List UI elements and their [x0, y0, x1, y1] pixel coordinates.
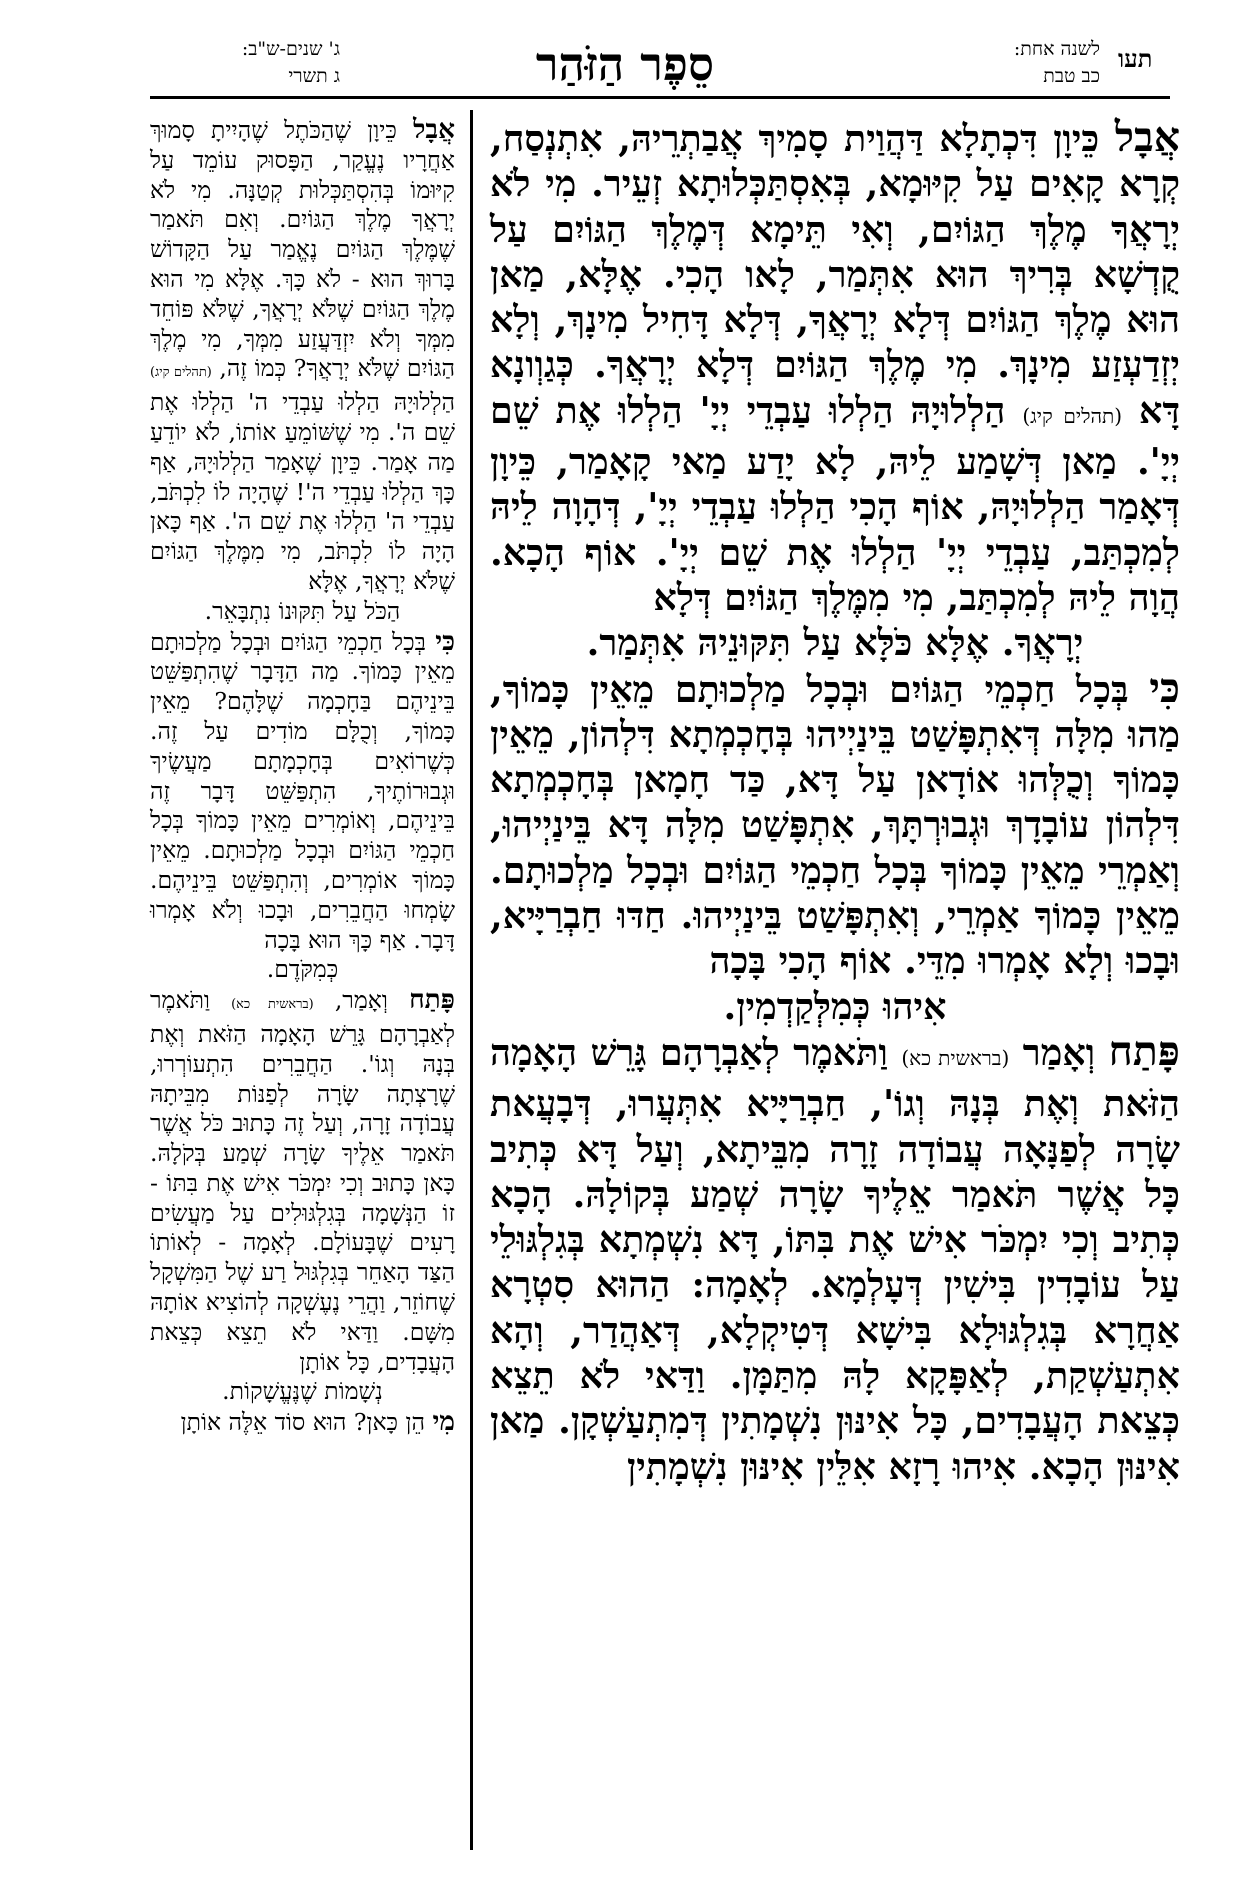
main-paragraph	[490, 663, 1180, 1029]
paragraph-text: כֵּיוָן שֶׁהַכֹּתֶל שֶׁהָיִיתָ סָמוּךְ אַחֲרָיו נֶעֱקַר, הַפָּסוּק עוֹמֵד עַל קִיּוּמוֹ בְּהִסְתַּכְּלוּת קְטַנָּה. מִי לֹא יְרָאֲךָ מֶלֶךְ הַגּוֹיִם. וְאִם תֹּאמַר שֶׁמֶּלֶךְ הַגּוֹיִם נֶאֱמַר עַל הַקָּדוֹשׁ בָּרוּךְ הוּא - לֹא כָּךְ. אֶלָּא מִי הוּא מֶלֶךְ הַגּוֹיִם שֶׁלֹּא יְרָאֲךָ, שֶׁלֹּא פּוֹחֵד מִמְּךָ וְלֹא יִזְדַּעֲזַע מִמְּךָ, מִי מֶלֶךְ הַגּוֹיִם שֶׁלֹּא יְרָאֲךָ? כְּמוֹ זֶה,	[150, 116, 455, 383]
header-study-schedule-three-years	[150, 36, 340, 90]
paragraph-text: הַלְלוּיָהּ הַלְלוּ עַבְדֵי ה' הַלְלוּ אֶת שֵׁם ה'. מִי שֶׁשּׁוֹמֵעַ אוֹתוֹ, לֹא יוֹדֵעַ מַה אָמַר. כֵּיוָן שֶׁאָמַר הַלְלוּיָהּ, אַף כָּךְ הַלְלוּ עַבְדֵי ה'! שֶׁהָיָה לוֹ לִכְתֹּב, עַבְדֵי ה' הַלְלוּ אֶת שֵׁם ה'. אַף כָּאן הָיָה לוֹ לִכְתֹּב, מִי מִמֶּלֶךְ הַגּוֹיִם שֶׁלֹּא יְרָאֲךָ, אֶלָּא	[150, 388, 455, 595]
paragraph-text: וַתֹּאמֶר לְאַבְרָהָם גָּרֵשׁ הָאָמָה הַזֹּאת וְאֶת בְּנָהּ וְגוֹ'. הַחֲבֵרִים הִתְעוֹרְרוּ, שֶׁרָצְתָה שָׂרָה לְפַנּוֹת מִבֵּיתָהּ עֲבוֹדָה זָרָה, וְעַל זֶה כָּתוּב כֹּל אֲשֶׁר תֹּאמַר אֵלֶיךָ שָׂרָה שְׁמַע בְּקֹלָהּ. כָּאן כָּתוּב וְכִי יִמְכֹּר אִישׁ אֶת בִּתּוֹ - זוֹ הַנְּשָׁמָה בְּגִלְגּוּלִים עַל מַעֲשִׂים רָעִים שֶׁבָּעוֹלָם. לְאָמָה - לְאוֹתוֹ הַצַּד הָאַחֵר בְּגִלְגּוּל רַע שֶׁל הַמִּשְׁקָל שֶׁחוֹזֵר, וַהֲרֵי נֶעֶשְׁקָה לְהוֹצִיא אוֹתָהּ מִשָּׁם. וַדַּאי לֹא תֵצֵא כְּצֵאת הָעֲבָדִים, כָּל אוֹתָן	[150, 986, 455, 1376]
verse-source: (בראשית כא)	[231, 997, 314, 1013]
main-paragraph	[490, 1026, 1180, 1489]
paragraph-closing-line: הַכֹּל עַל תִּקּוּנוֹ נִתְבָּאֵר.	[204, 596, 401, 625]
header-rule	[150, 96, 1170, 99]
paragraph-text: הֵן כָּאן? הוּא סוֹד אֵלֶּה אוֹתָן	[180, 1408, 433, 1437]
paragraph-lead-word: כִּי	[1149, 663, 1180, 712]
header-schedule-date: ג תשרי	[288, 65, 340, 87]
paragraph-lead-word: פָּתַח	[409, 984, 455, 1016]
paragraph-text: הַלְלוּיָהּ הַלְלוּ עַבְדֵי יְיָ' הַלְלוּ אֶת שֵׁם יְיָ'. מַאן דְּשָׁמַע לֵיהּ, לָא יָדַע מַאי קָאָמַר, כֵּיוָן דְּאָמַר הַלְלוּיָהּ, אוֹף הָכִי הַלְלוּ עַבְדֵי יְיָ', דְּהָוָה לֵיהּ לְמִכְתַּב, עַבְדֵי יְיָ' הַלְלוּ אֶת שֵׁם יְיָ'. אוֹף הָכָא. הֲוָה לֵיהּ לְמִכְתַּב, מִי מִמֶּלֶךְ הַגּוֹיִם דְּלָא	[490, 388, 1180, 619]
header-schedule-label: ג' שנים-ש"ב:	[241, 38, 340, 60]
paragraph-text: וְאָמַר	[1009, 1030, 1109, 1074]
paragraph-closing-line: נְשָׁמוֹת שֶׁנֶּעֱשָׁקוֹת.	[222, 1377, 383, 1406]
paragraph-text: וַתֹּאמֶר לְאַבְרָהָם גָּרֵשׁ הָאָמָה הַזֹּאת וְאֶת בְּנָהּ וְגוֹ', חַבְרַיָּיא אִתְּעֲרוּ, דְּבָעֲאת שָׂרָה לְפַנָּאָה עֲבוֹדָה זָרָה מִבֵּיתָא, וְעַל דָּא כְּתִיב כָּל אֲשֶׁר תֹּאמַר אֵלֶיךָ שָׂרָה שְׁמַע בְּקוֹלָהּ. הָכָא כְּתִיב וְכִי יִמְכֹּר אִישׁ אֶת בִּתּוֹ, דָּא נִשְׁמְתָא בְּגִלְגּוּלֵי עַל עוֹבָדִין בִּישִׁין דְּעָלְמָא. לְאָמָה: הַהוּא סִטְרָא אַחֲרָא בְּגִלְגּוּלָא בִּישָׁא דְּטִיקְלָא, דְּאַהֲדַר, וְהָא אִתְעַשְׁקַת, לְאַפָּקָא לָהּ מִתַּמָּן. וַדַּאי לֹא תֵצֵא כְּצֵאת הָעֲבָדִים, כָּל אִינּוּן נִשְׁמָתִין דְּמִתְעַשְׁקָן. מַאן אִינּוּן הָכָא. אִיהוּ רָזָא אִלֵּין אִינּוּן נִשְׁמָתִין	[490, 1030, 1180, 1488]
translation-column	[150, 115, 455, 1438]
paragraph-text: בְּכָל חַכְמֵי הַגּוֹיִם וּבְכָל מַלְכוּתָם מֵאֵין כָּמוֹךָ. מַה הַדָּבָר שֶׁהִתְפַּשֵּׁט בֵּינֵיהֶם בַּחָכְמָה שֶׁלָּהֶם? מֵאֵין כָּמוֹךָ, וְכֻלָּם מוֹדִים עַל זֶה. כְּשֶׁרוֹאִים בְּחָכְמָתָם מַעֲשֶׂיךָ וּגְבוּרוֹתֶיךָ, הִתְפַּשֵּׁט דָּבָר זֶה בֵּינֵיהֶם, וְאוֹמְרִים מֵאֵין כָּמוֹךָ בְּכָל חַכְמֵי הַגּוֹיִם וּבְכָל מַלְכוּתָם. מֵאֵין כָּמוֹךָ אוֹמְרִים, וְהִתְפַּשֵּׁט בֵּינֵיהֶם. שָׂמְחוּ הַחֲבֵרִים, וּבָכוּ וְלֹא אָמְרוּ דָּבָר. אַף כָּךְ הוּא בָּכָה	[150, 627, 455, 954]
verse-source: (תהלים קיג)	[150, 365, 212, 381]
paragraph-text: בְּכָל חַכְמֵי הַגּוֹיִם וּבְכָל מַלְכוּתָם מֵאֵין כָּמוֹךָ, מַהוּ מִלָּה דְּאִתְפָּשַׁט בֵּינַיְיהוּ בְּחָכְמְתָא דִּלְהוֹן, מֵאֵין כָּמוֹךָ וְכֻלְּהוּ אוֹדָאן עַל דָּא, כַּד חָמָאן בְּחָכְמְתָא דִּלְהוֹן עוֹבָדָךְ וּגְבוּרְתָּךְ, אִתְפָּשַׁט מִלָּה דָּא בֵּינַיְיהוּ, וְאַמְרֵי מֵאֵין כָּמוֹךָ בְּכָל חַכְמֵי הַגּוֹיִם וּבְכָל מַלְכוּתָם. מֵאֵין כָּמוֹךָ אַמְרֵי, וְאִתְפָּשַׁט בֵּינַיְיהוּ. חַדּוּ חַבְרַיָּיא, וּבָכוּ וְלָא אָמְרוּ מִדֵּי. אוֹף הָכִי בָּכָה	[490, 667, 1180, 983]
paragraph-closing-line: יְרָאֲךָ. אֶלָּא כֹּלָּא עַל תִּקּוּנֵיהּ אִתְּמַר.	[586, 621, 1084, 665]
translation-paragraph	[150, 1407, 455, 1438]
paragraph-lead-word: כִּי	[435, 625, 455, 657]
main-paragraph	[490, 115, 1180, 666]
header-study-schedule-one-year	[895, 36, 1100, 90]
paragraph-lead-word: אֲבָל	[1114, 113, 1180, 161]
verse-source: (בראשית כא)	[901, 1045, 1010, 1070]
verse-source: (תהלים קיג)	[1022, 403, 1123, 428]
translation-paragraph	[150, 985, 455, 1407]
translation-paragraph	[150, 115, 455, 627]
header-schedule-label: לשנה אחת:	[1013, 38, 1100, 60]
paragraph-text: וְאָמַר,	[313, 986, 410, 1015]
page-number: תעו	[1118, 44, 1153, 73]
paragraph-closing-line: כְּמִקֹּדֶם.	[266, 955, 339, 984]
paragraph-lead-word: אֲבָל	[413, 114, 455, 145]
paragraph-lead-word: פָּתַח	[1108, 1026, 1180, 1075]
header-schedule-date: כב טבת	[1043, 65, 1100, 87]
main-text-column	[490, 115, 1180, 1489]
book-title: סֵפֶר הַזֹּהַר	[535, 37, 715, 91]
paragraph-closing-line: אִיהוּ כְּמִלְּקַדְמִין.	[723, 984, 947, 1028]
paragraph-text: כֵּיוָן דִּכְתָלָא דַּהֲוַית סָמִיךְ אֲבַתְרֵיהּ, אִתְנְסַח, קְרָא קָאִים עַל קִיּוּמָא, בְּאִסְתַּכְּלוּתָא זְעֵיר. מִי לֹא יְרָאֲךָ מֶלֶךְ הַגּוֹיִם, וְאִי תֵּימָא דְּמֶלֶךְ הַגּוֹיִם עַל קֻדְשָׁא בְּרִיךְ הוּא אִתְּמַר, לָאו הָכִי. אֶלָּא, מַאן הוּא מֶלֶךְ הַגּוֹיִם דְּלָא יְרָאֲךָ, דְּלָא דָּחִיל מִינָךְ, וְלָא יְזְדַעְזַע מִינָךְ. מִי מֶלֶךְ הַגּוֹיִם דְּלָא יְרָאֲךָ. כְּגַוְונָא דָּא	[490, 117, 1181, 432]
paragraph-lead-word: מִי	[432, 1406, 455, 1438]
translation-paragraph	[150, 627, 455, 986]
column-divider	[470, 110, 473, 1850]
